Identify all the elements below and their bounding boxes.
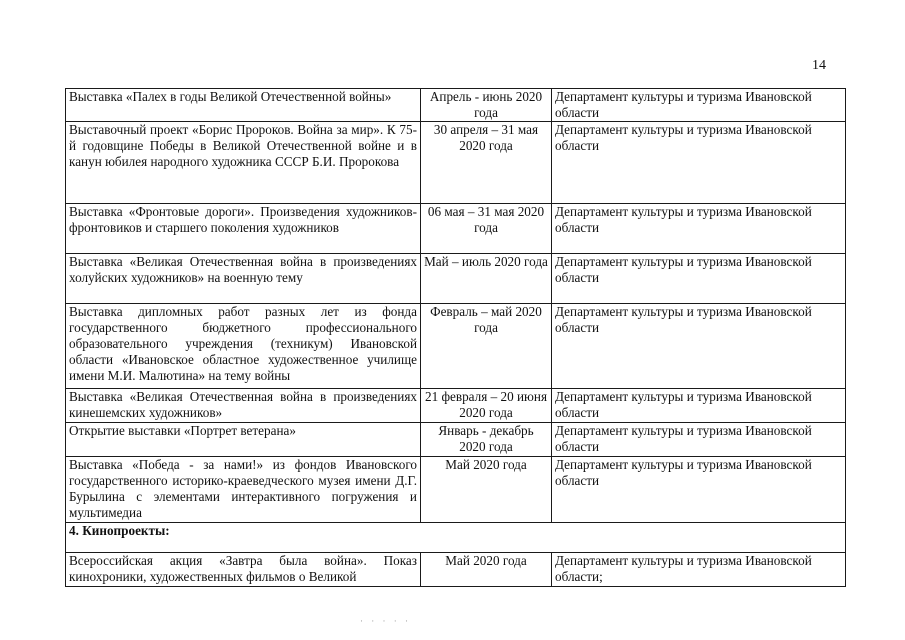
event-cell: Выставка «Великая Отечественная война в произведениях кинешемских художников»	[66, 389, 421, 423]
organizer-cell: Департамент культуры и туризма Ивановской области	[552, 122, 846, 204]
table-row	[66, 304, 846, 389]
organizer-cell: Департамент культуры и туризма Ивановской области	[552, 89, 846, 122]
date-cell: Апрель - июнь 2020 года	[421, 89, 552, 122]
table-row	[66, 89, 846, 122]
date-cell: Январь - декабрь 2020 года	[421, 423, 552, 457]
scan-artifact: · · · · ·	[360, 616, 411, 626]
event-cell: Выставка «Фронтовые дороги». Произведения художников-фронтовиков и старшего поколения художников	[66, 204, 421, 254]
event-cell: Выставка дипломных работ разных лет из фонда государственного бюджетного профессионального образовательного учреждения (техникум) Ивановской области «Ивановское областное художественное училище имени М.И. Малютина» на тему войны	[66, 304, 421, 389]
date-cell: 30 апреля – 31 мая 2020 года	[421, 122, 552, 204]
table-row	[66, 122, 846, 204]
table-row	[66, 423, 846, 457]
organizer-cell: Департамент культуры и туризма Ивановской области;	[552, 553, 846, 587]
date-cell: Май – июль 2020 года	[421, 254, 552, 304]
event-cell: Всероссийская акция «Завтра была война». Показ кинохроники, художественных фильмов о Великой	[66, 553, 421, 587]
organizer-cell: Департамент культуры и туризма Ивановской области	[552, 457, 846, 523]
section-row	[66, 523, 846, 553]
date-cell: Февраль – май 2020 года	[421, 304, 552, 389]
table-row	[66, 553, 846, 587]
event-cell: Выставка «Великая Отечественная война в произведениях холуйских художников» на военную тему	[66, 254, 421, 304]
organizer-cell: Департамент культуры и туризма Ивановской области	[552, 389, 846, 423]
events-table	[65, 88, 846, 587]
event-cell: Выставка «Победа - за нами!» из фондов Ивановского государственного историко-краеведческого музея имени Д.Г. Бурылина с элементами интерактивного погружения и мультимедиа	[66, 457, 421, 523]
event-cell: Выставочный проект «Борис Пророков. Война за мир». К 75-й годовщине Победы в Великой Отечественной войне и в канун юбилея народного художника СССР Б.И. Пророкова	[66, 122, 421, 204]
page-number: 14	[812, 58, 826, 73]
table-row	[66, 204, 846, 254]
section-heading: 4. Кинопроекты:	[66, 523, 846, 553]
organizer-cell: Департамент культуры и туризма Ивановской области	[552, 254, 846, 304]
date-cell: Май 2020 года	[421, 457, 552, 523]
table-row	[66, 457, 846, 523]
organizer-cell: Департамент культуры и туризма Ивановской области	[552, 304, 846, 389]
table-row	[66, 389, 846, 423]
organizer-cell: Департамент культуры и туризма Ивановской области	[552, 423, 846, 457]
organizer-cell: Департамент культуры и туризма Ивановской области	[552, 204, 846, 254]
date-cell: Май 2020 года	[421, 553, 552, 587]
date-cell: 21 февраля – 20 июня 2020 года	[421, 389, 552, 423]
event-cell: Открытие выставки «Портрет ветерана»	[66, 423, 421, 457]
event-cell: Выставка «Палех в годы Великой Отечественной войны»	[66, 89, 421, 122]
table-row	[66, 254, 846, 304]
date-cell: 06 мая – 31 мая 2020 года	[421, 204, 552, 254]
